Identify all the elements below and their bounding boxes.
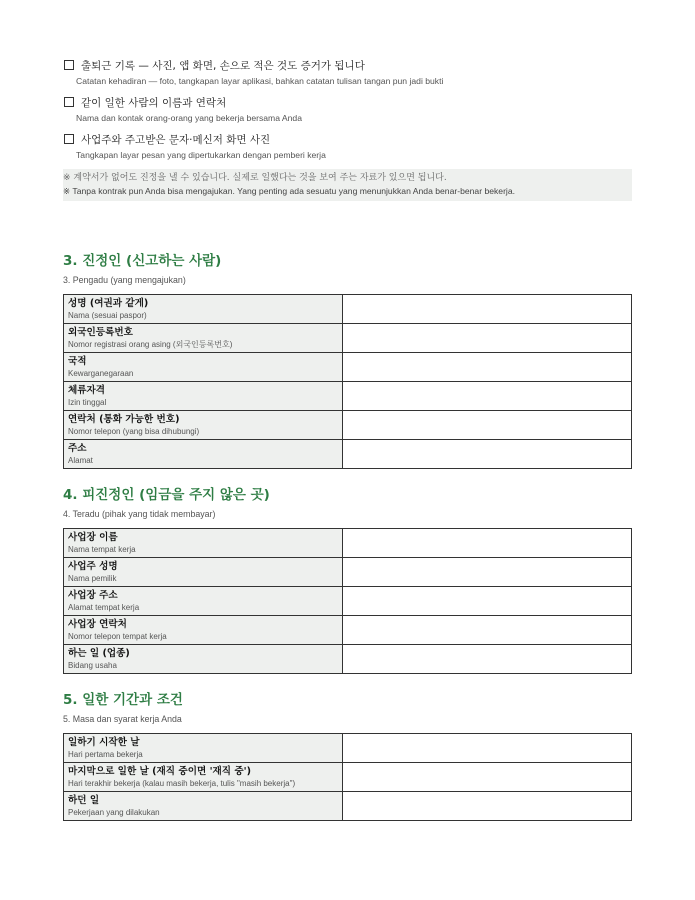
- field-label-id: Nomor registrasi orang asing (외국인등록번호): [68, 340, 233, 349]
- field-label: [64, 411, 343, 440]
- address-field[interactable]: [343, 440, 632, 469]
- table-row: [64, 792, 632, 821]
- field-label: [64, 587, 343, 616]
- workplace-address-field[interactable]: [343, 587, 632, 616]
- checklist-item: [63, 95, 632, 123]
- field-label-ko: 외국인등록번호: [68, 327, 133, 338]
- field-label-ko: 성명 (여권과 같게): [68, 298, 149, 309]
- table-row: [64, 353, 632, 382]
- field-label-id: Nama tempat kerja: [68, 545, 136, 554]
- complainant-table: [63, 294, 632, 469]
- field-label-id: Nama pemilik: [68, 574, 117, 583]
- table-row: [64, 734, 632, 763]
- checkbox-icon[interactable]: [64, 60, 74, 70]
- field-label: [64, 382, 343, 411]
- field-label-ko: 연락처 (통화 가능한 번호): [68, 414, 180, 425]
- table-row: [64, 558, 632, 587]
- start-date-field[interactable]: [343, 734, 632, 763]
- field-label-id: Pekerjaan yang dilakukan: [68, 808, 160, 817]
- checklist-item-id: Tangkapan layar pesan yang dipertukarkan dengan pemberi kerja: [76, 150, 326, 160]
- field-label-ko: 사업장 연락처: [68, 619, 127, 630]
- field-label: [64, 763, 343, 792]
- field-label: [64, 295, 343, 324]
- field-label: [64, 353, 343, 382]
- field-label-ko: 사업장 이름: [68, 532, 118, 543]
- field-label-ko: 주소: [68, 443, 87, 454]
- table-row: [64, 616, 632, 645]
- field-label: [64, 734, 343, 763]
- section-title: 5. 일한 기간과 조건: [63, 692, 183, 708]
- field-label: [64, 792, 343, 821]
- section-subtitle: 3. Pengadu (yang mengajukan): [63, 275, 186, 285]
- job-duties-field[interactable]: [343, 792, 632, 821]
- work-period-table: [63, 733, 632, 821]
- section-respondent: [63, 483, 632, 674]
- field-label: [64, 616, 343, 645]
- section-subtitle: 5. Masa dan syarat kerja Anda: [63, 714, 182, 724]
- field-label-ko: 하던 일: [68, 795, 100, 806]
- field-label-ko: 사업장 주소: [68, 590, 118, 601]
- checkbox-icon[interactable]: [64, 134, 74, 144]
- field-label: [64, 558, 343, 587]
- section-work-period: [63, 688, 632, 821]
- field-label: [64, 324, 343, 353]
- registration-number-field[interactable]: [343, 324, 632, 353]
- field-label-ko: 일하기 시작한 날: [68, 737, 140, 748]
- evidence-checklist: [63, 58, 632, 201]
- field-label-id: Hari pertama bekerja: [68, 750, 143, 759]
- table-row: [64, 587, 632, 616]
- end-date-field[interactable]: [343, 763, 632, 792]
- phone-field[interactable]: [343, 411, 632, 440]
- field-label-ko: 체류자격: [68, 385, 106, 396]
- field-label-id: Kewarganegaraan: [68, 369, 134, 378]
- checklist-item-ko: 출퇴근 기록 — 사진, 앱 화면, 손으로 적은 것도 증거가 됩니다: [81, 59, 365, 72]
- section-title: 4. 피진정인 (임금을 주지 않은 곳): [63, 487, 270, 503]
- table-row: [64, 295, 632, 324]
- checklist-item-id: Catatan kehadiran — foto, tangkapan layar aplikasi, bahkan catatan tulisan tangan pun jadi bukti: [76, 76, 444, 86]
- table-row: [64, 529, 632, 558]
- section-complainant: [63, 249, 632, 469]
- section-title: 3. 진정인 (신고하는 사람): [63, 253, 222, 269]
- checkbox-icon[interactable]: [64, 97, 74, 107]
- note-ko: ※ 계약서가 없어도 진정을 낼 수 있습니다. 실제로 일했다는 것을 보여 주는 자료가 있으면 됩니다.: [63, 173, 447, 183]
- checklist-item-id: Nama dan kontak orang-orang yang bekerja bersama Anda: [76, 113, 302, 123]
- field-label-id: Nama (sesuai paspor): [68, 311, 147, 320]
- table-row: [64, 763, 632, 792]
- checklist-item: [63, 58, 632, 86]
- field-label: [64, 645, 343, 674]
- field-label-id: Bidang usaha: [68, 661, 117, 670]
- field-label-ko: 국적: [68, 356, 87, 367]
- table-row: [64, 440, 632, 469]
- note-id: ※ Tanpa kontrak pun Anda bisa mengajukan. Yang penting ada sesuatu yang menunjukkan Anda benar-benar bekerja.: [63, 186, 516, 196]
- table-row: [64, 382, 632, 411]
- owner-name-field[interactable]: [343, 558, 632, 587]
- checklist-item-ko: 사업주와 주고받은 문자·메신저 화면 사진: [81, 133, 271, 146]
- field-label-ko: 사업주 성명: [68, 561, 118, 572]
- checklist-item: [63, 132, 632, 160]
- field-label-id: Hari terakhir bekerja (kalau masih bekerja, tulis "masih bekerja"): [68, 779, 296, 788]
- table-row: [64, 411, 632, 440]
- name-field[interactable]: [343, 295, 632, 324]
- checklist-item-ko: 같이 일한 사람의 이름과 연락처: [81, 96, 227, 109]
- respondent-table: [63, 528, 632, 674]
- document-page: [63, 58, 632, 821]
- table-row: [64, 645, 632, 674]
- field-label-ko: 마지막으로 일한 날 (재직 중이면 '재직 중'): [68, 766, 251, 777]
- field-label-ko: 하는 일 (업종): [68, 648, 130, 659]
- visa-status-field[interactable]: [343, 382, 632, 411]
- field-label-id: Nomor telepon tempat kerja: [68, 632, 167, 641]
- table-row: [64, 324, 632, 353]
- field-label: [64, 440, 343, 469]
- workplace-name-field[interactable]: [343, 529, 632, 558]
- section-subtitle: 4. Teradu (pihak yang tidak membayar): [63, 509, 216, 519]
- note-box: [63, 169, 632, 201]
- field-label-id: Alamat tempat kerja: [68, 603, 140, 612]
- nationality-field[interactable]: [343, 353, 632, 382]
- field-label-id: Nomor telepon (yang bisa dihubungi): [68, 427, 200, 436]
- field-label-id: Izin tinggal: [68, 398, 107, 407]
- workplace-phone-field[interactable]: [343, 616, 632, 645]
- business-type-field[interactable]: [343, 645, 632, 674]
- field-label-id: Alamat: [68, 456, 93, 465]
- field-label: [64, 529, 343, 558]
